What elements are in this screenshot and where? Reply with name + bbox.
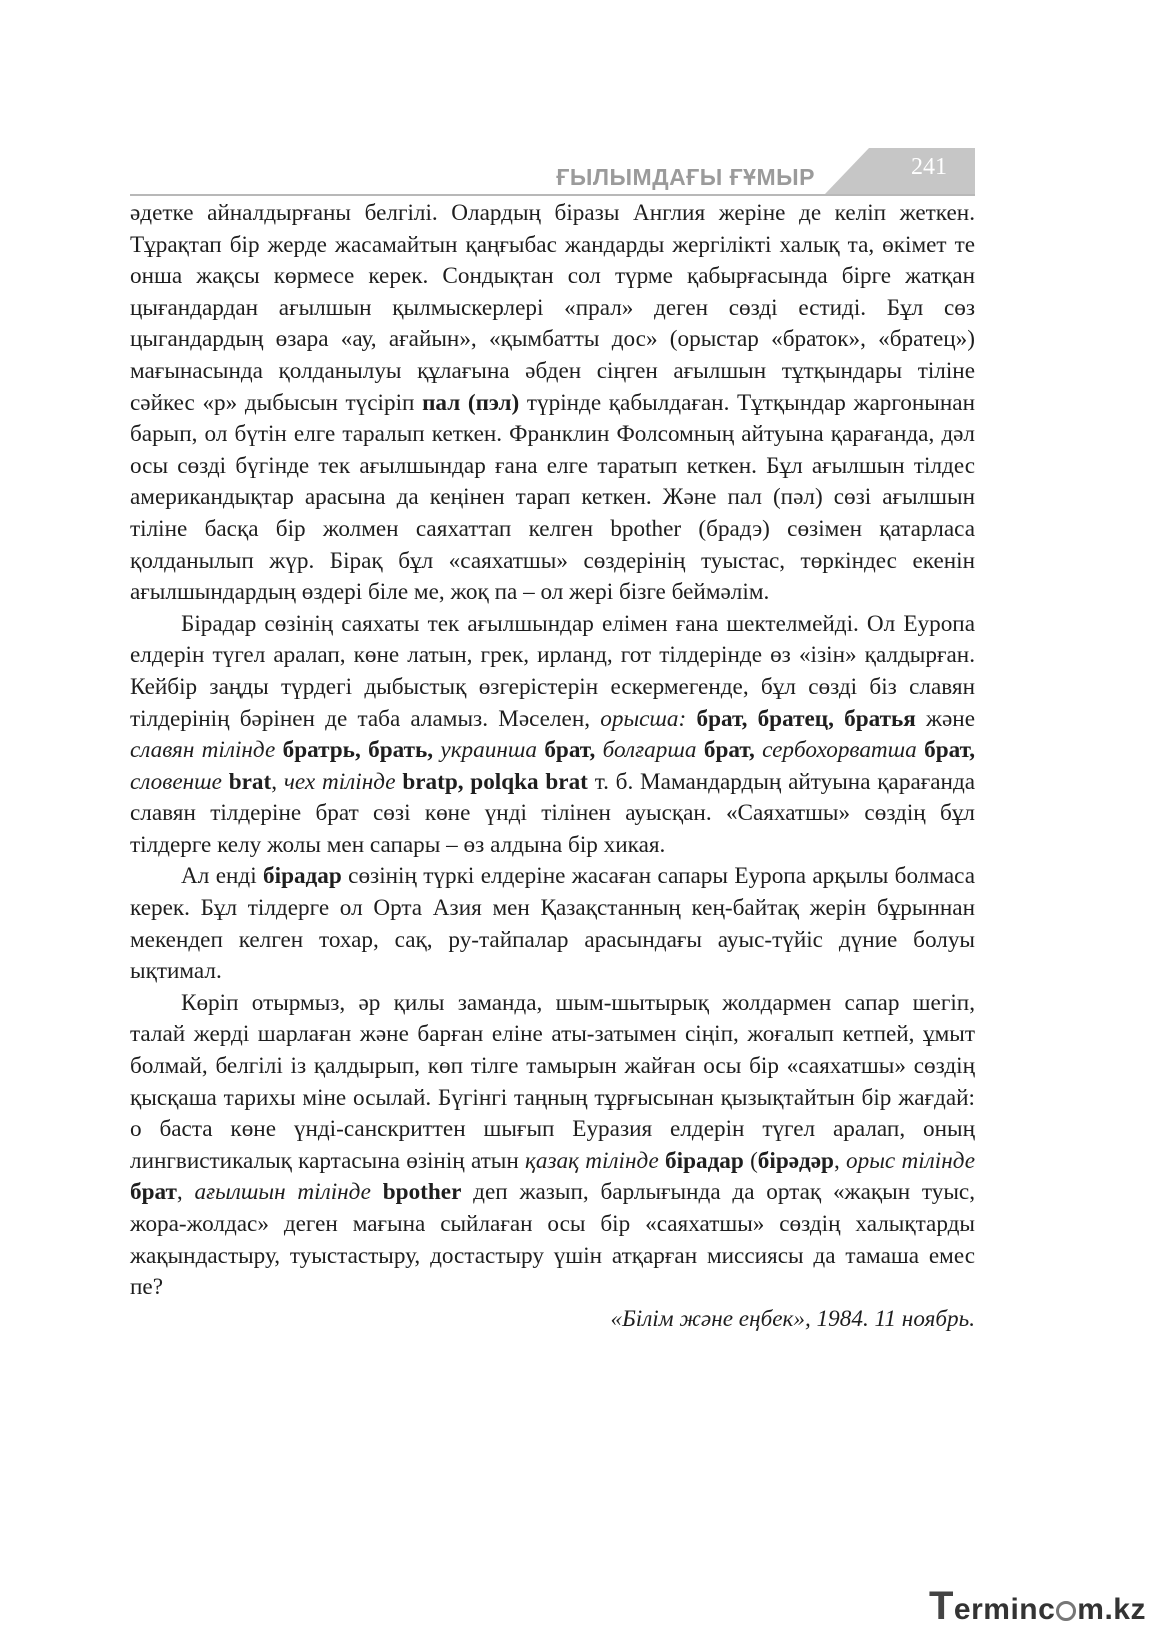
watermark-letter: T: [928, 1584, 954, 1628]
paragraph: [130, 861, 975, 987]
bold-term: брат: [130, 1179, 177, 1206]
bold-term: брат,: [544, 737, 596, 764]
text-run: [275, 737, 282, 763]
watermark-text: erminc: [953, 1593, 1056, 1626]
italic-term: орысша:: [600, 705, 687, 732]
text-run: Ал енді: [181, 863, 264, 890]
bold-term: брат,: [924, 737, 976, 764]
bold-term: братрь, брать,: [282, 737, 434, 764]
bold-term: пал (пэл): [422, 389, 520, 416]
source-citation: «Білім және еңбек», 1984. 11 ноябрь.: [610, 1305, 975, 1332]
italic-term: орыс тілінде: [846, 1147, 975, 1174]
italic-term: славян тілінде: [130, 737, 276, 764]
paragraph-list: [130, 198, 975, 1304]
page-number: 241: [911, 154, 947, 180]
paragraph: [130, 988, 975, 1304]
bold-term: брат, братец, братья: [696, 705, 916, 732]
text-run: ,: [833, 1147, 846, 1174]
bold-term: бірадар: [263, 863, 342, 890]
bold-term: bratр, polqka brat: [402, 768, 588, 795]
bold-term: брат,: [703, 737, 755, 764]
running-header-title: ҒЫЛЫМДАҒЫ ҒҰМЫР: [556, 164, 815, 190]
italic-term: украинша: [440, 737, 537, 764]
bold-term: brat: [228, 768, 272, 795]
text-run: және: [915, 705, 976, 732]
article-body: [130, 198, 975, 1335]
italic-term: чех тілінде: [283, 768, 396, 795]
text-run: [686, 706, 696, 732]
watermark-domain: m.kz: [1077, 1593, 1146, 1626]
bold-term: bрother: [382, 1179, 462, 1206]
text-run: Көріп отырмыз, әр қилы заманда, шым-шытырық жолдармен сапар шегіп, талай жерді шарлаған және барған еліне аты-затымен сіңіп, жоғалып кетпей, ұмыт болмай, белгілі із қалдырып, көп тілге тамырын жайған осы бір «саяхатшы» сөздің қысқаша тарихы міне осылай. Бүгінгі таңның тұрғысынан қызықтайтын бір жағдай: о баста көне үнді-санскриттен шығып Еуразия елдерін түгел аралап, оның лингвистикалық картасына өзінің атын: [130, 989, 975, 1174]
italic-term: қазақ тілінде: [525, 1147, 659, 1174]
italic-term: ағылшын тілінде: [194, 1179, 371, 1206]
text-run: (: [743, 1147, 758, 1174]
text-run: [595, 737, 602, 763]
text-run: Бірадар сөзінің саяхаты тек ағылшындар елімен ғана шектелмейді. Ол Еуропа елдерін түгел аралап, көне латын, грек, ирланд, гот тілдерінде өз «ізін» қалдырған. Кейбір заңды түрдегі дыбыстық өзгерістерін ескермегенде, бұл сөзді біз славян тілдерінің бәрінен де таба аламыз. Мәселен,: [130, 610, 975, 732]
magnifier-icon: [1056, 1601, 1076, 1621]
bold-term: бірәдәр: [757, 1147, 834, 1174]
text-run: [696, 737, 703, 763]
running-header: [130, 148, 975, 196]
text-run: әдетке айналдырғаны белгілі. Олардың біразы Англия жеріне де келіп жеткен. Тұрақтап бір жерде жасамайтын қаңғыбас жандарды жергілікті халық та, өкімет те онша жақсы көрмесе керек. Сондықтан сол түрме қабырғасында бірге жатқан цығандардан ағылшын қылмыскерлері «прал» деген сөзді естиді. Бұл сөз цыгандардың өзара «ау, ағайын», «қымбатты дос» (орыстар «браток», «братец») мағынасында қолданылуы құлағына әбден сіңген ағылшын тұтқындары тіліне сәйкес «р» дыбысын түсіріп: [130, 200, 975, 416]
bold-term: бірадар: [665, 1147, 744, 1174]
italic-term: сербохорватша: [762, 737, 917, 764]
paragraph: [130, 609, 975, 862]
text-run: ,: [176, 1179, 195, 1206]
site-watermark: [929, 1584, 1146, 1629]
page-number-tab: [825, 148, 975, 194]
italic-term: словенше: [130, 768, 222, 795]
text-run: [371, 1179, 383, 1205]
header-rule: [130, 194, 975, 196]
text-run: ,: [271, 768, 284, 795]
italic-term: болғарша: [602, 737, 697, 764]
text-run: сөзінің түркі елдеріне жасаған сапары Еуропа арқылы болмаса керек. Бұл тілдерге ол Орта Азия мен Қазақстанның кең-байтақ жерін бұрыннан мекендеп келген тохар, сақ, ру-тайпалар арасындағы ауыс-түйіс дүние болуы ықтимал.: [130, 863, 975, 985]
text-run: т. б. Мамандардың айтуына қарағанда славян тілдеріне брат сөзі көне үнді тілінен ауысқан. «Саяхатшы» сөздің бұл тілдерге келу жолы мен сапары – өз алдына бір хикая.: [130, 768, 976, 858]
text-run: деп жазып, барлығында да ортақ «жақын туыс, жора-жолдас» деген мағына сыйлаған осы бір «саяхатшы» сөздің халықтарды жақындастыру, туыстастыру, достастыру үшін атқарған миссиясы да тамаша емес пе?: [130, 1179, 975, 1301]
text-run: түрінде қабылдаған. Тұтқындар жаргонынан барып, ол бүтін елге таралып кеткен. Франклин Фолсомның айтуына қарағанда, дәл осы сөзді бүгінде тек ағылшындар ғана елге таратып кеткен. Бұл ағылшын тілдес американдықтар арасына да кеңінен тарап кеткен. Және пал (пәл) сөзі ағылшын тіліне басқа бір жолмен саяхаттап келген bрother (брадэ) сөзімен қатарласа қолданылып жүр. Бірақ бұл «саяхатшы» сөздерінің туыстас, төркіндес екенін ағылшындардың өздері біле ме, жоқ па – ол жері бізге беймәлім.: [130, 389, 975, 606]
paragraph: [130, 198, 975, 609]
text-run: [222, 769, 229, 795]
